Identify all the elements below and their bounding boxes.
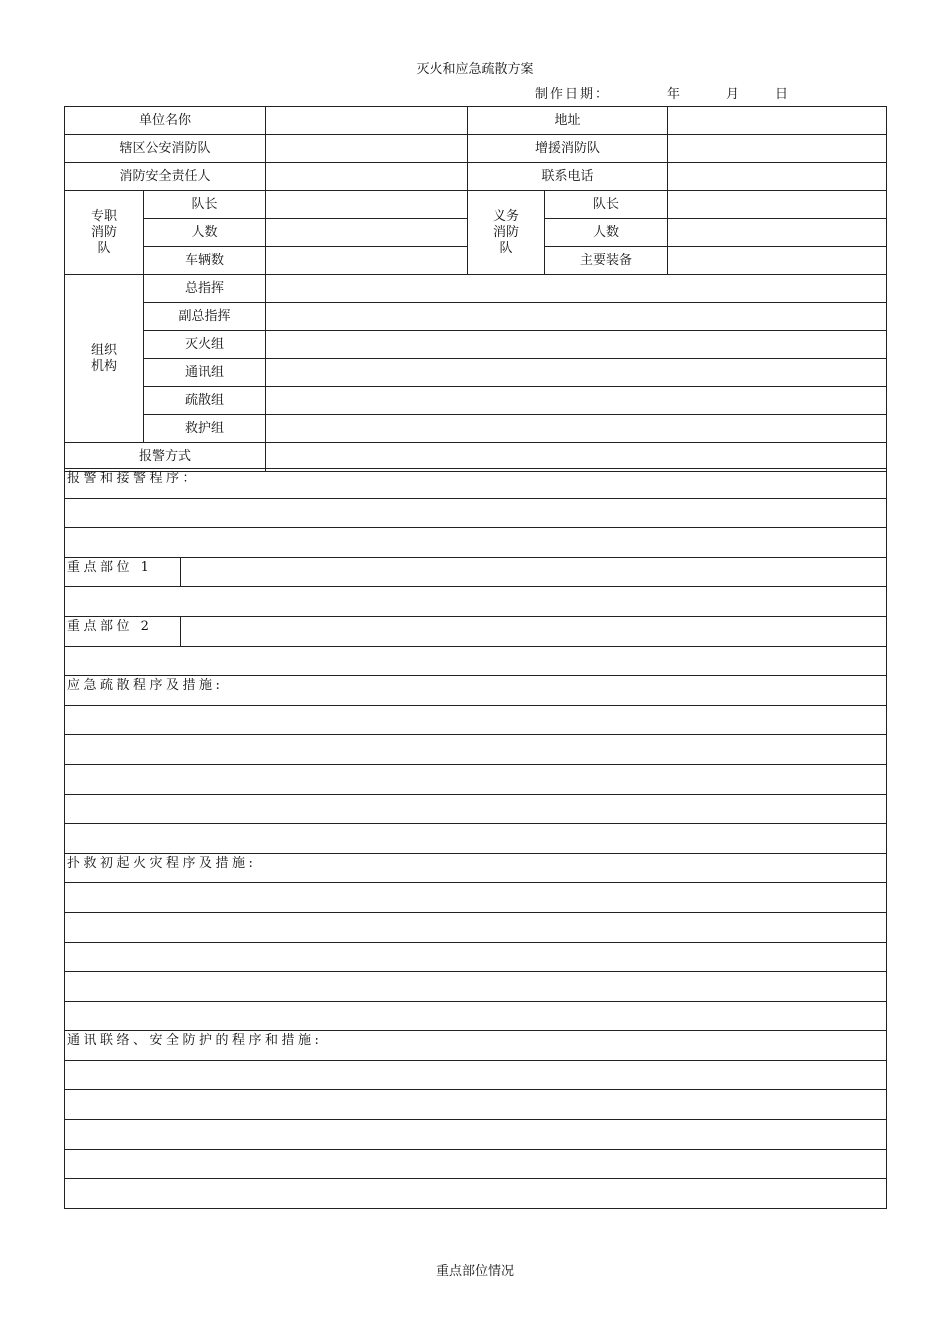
table-row <box>65 135 887 163</box>
firefighting-line[interactable] <box>65 883 887 913</box>
key-area-2-field[interactable] <box>181 616 887 646</box>
evacuation-line[interactable] <box>65 764 887 794</box>
vol-headcount-field[interactable] <box>668 219 887 247</box>
document-title: 灭火和应急疏散方案 <box>416 62 534 77</box>
fire-group-field[interactable] <box>266 331 887 359</box>
communication-line[interactable] <box>65 1090 887 1120</box>
pro-team-label-line: 专职 <box>90 208 117 224</box>
fire-group-label: 灭火组 <box>144 331 266 359</box>
table-row <box>65 1060 887 1090</box>
org-label <box>65 275 144 443</box>
table-row <box>65 498 887 528</box>
table-row <box>65 163 887 191</box>
pro-team-label-line: 队 <box>97 240 111 256</box>
table-row <box>65 1179 887 1209</box>
table-row <box>65 303 887 331</box>
evac-group-label: 疏散组 <box>144 387 266 415</box>
pro-team-label <box>65 191 144 275</box>
date-label: 制作日期： <box>535 87 611 102</box>
firefighting-line[interactable] <box>65 1001 887 1031</box>
support-team-field[interactable] <box>668 135 887 163</box>
footer-section-title: 重点部位情况 <box>435 1264 514 1279</box>
vol-team-label <box>468 191 545 275</box>
district-team-field[interactable] <box>266 135 468 163</box>
procedures-table <box>64 468 887 1209</box>
org-label-line: 机构 <box>90 358 117 374</box>
vol-team-label-line: 义务 <box>493 208 520 224</box>
comm-group-field[interactable] <box>266 359 887 387</box>
key-area-1-line[interactable] <box>65 587 887 617</box>
table-row <box>65 735 887 765</box>
address-label: 地址 <box>468 107 668 135</box>
org-label-line: 组织 <box>90 342 117 358</box>
date-year-label: 年 <box>667 87 683 102</box>
alarm-procedure-line[interactable] <box>65 498 887 528</box>
date-month-label: 月 <box>726 87 742 102</box>
table-row <box>65 1031 887 1061</box>
communication-line[interactable] <box>65 1179 887 1209</box>
vol-team-label-line: 队 <box>499 240 513 256</box>
communication-heading: 通讯联络、安全防护的程序和措施: <box>65 1031 887 1061</box>
unit-name-field[interactable] <box>266 107 468 135</box>
evacuation-heading: 应急疏散程序及措施: <box>65 676 887 706</box>
table-row <box>65 359 887 387</box>
key-area-1-label: 重点部位 1 <box>65 557 181 587</box>
firefighting-line[interactable] <box>65 942 887 972</box>
table-row <box>65 1149 887 1179</box>
evacuation-line[interactable] <box>65 705 887 735</box>
safety-officer-label: 消防安全责任人 <box>65 163 266 191</box>
pro-headcount-field[interactable] <box>266 219 468 247</box>
safety-officer-field[interactable] <box>266 163 468 191</box>
table-row <box>65 191 887 219</box>
rescue-group-field[interactable] <box>266 415 887 443</box>
vehicles-label: 车辆数 <box>144 247 266 275</box>
table-row <box>65 764 887 794</box>
table-row <box>65 275 887 303</box>
communication-line[interactable] <box>65 1060 887 1090</box>
evacuation-line[interactable] <box>65 735 887 765</box>
vehicles-field[interactable] <box>266 247 468 275</box>
alarm-method-label: 报警方式 <box>65 443 266 472</box>
date-day-label: 日 <box>775 87 791 102</box>
table-row <box>65 942 887 972</box>
table-row <box>65 387 887 415</box>
pro-team-label-line: 消防 <box>90 224 117 240</box>
communication-line[interactable] <box>65 1120 887 1150</box>
evacuation-line[interactable] <box>65 824 887 854</box>
equipment-label: 主要装备 <box>545 247 668 275</box>
commander-field[interactable] <box>266 275 887 303</box>
table-row <box>65 107 887 135</box>
key-area-1-field[interactable] <box>181 557 887 587</box>
firefighting-line[interactable] <box>65 912 887 942</box>
unit-name-label: 单位名你 <box>65 107 266 135</box>
pro-captain-label: 队长 <box>144 191 266 219</box>
alarm-procedure-line[interactable] <box>65 528 887 558</box>
basic-info-table <box>64 106 887 472</box>
vol-headcount-label: 人数 <box>545 219 668 247</box>
table-row <box>65 883 887 913</box>
vol-team-label-line: 消防 <box>493 224 520 240</box>
communication-line[interactable] <box>65 1149 887 1179</box>
pro-captain-field[interactable] <box>266 191 468 219</box>
evac-group-field[interactable] <box>266 387 887 415</box>
rescue-group-label: 救护组 <box>144 415 266 443</box>
deputy-label: 副总指挥 <box>144 303 266 331</box>
table-row <box>65 331 887 359</box>
table-row <box>65 824 887 854</box>
address-field[interactable] <box>668 107 887 135</box>
vol-captain-label: 队长 <box>545 191 668 219</box>
comm-group-label: 通讯组 <box>144 359 266 387</box>
phone-field[interactable] <box>668 163 887 191</box>
table-row <box>65 705 887 735</box>
phone-label: 联系电话 <box>468 163 668 191</box>
pro-headcount-label: 人数 <box>144 219 266 247</box>
evacuation-line[interactable] <box>65 794 887 824</box>
table-row <box>65 587 887 617</box>
table-row <box>65 1090 887 1120</box>
support-team-label: 增援消防队 <box>468 135 668 163</box>
table-row <box>65 676 887 706</box>
table-row <box>65 469 887 499</box>
vol-captain-field[interactable] <box>668 191 887 219</box>
firefighting-line[interactable] <box>65 972 887 1002</box>
table-row <box>65 972 887 1002</box>
table-row <box>65 853 887 883</box>
district-team-label: 辖区公安消防队 <box>65 135 266 163</box>
table-row <box>65 1120 887 1150</box>
table-row <box>65 415 887 443</box>
firefighting-heading: 扑救初起火灾程序及措施: <box>65 853 887 883</box>
table-row <box>65 1001 887 1031</box>
table-row <box>65 616 887 646</box>
table-row <box>65 646 887 676</box>
table-row <box>65 794 887 824</box>
equipment-field[interactable] <box>668 247 887 275</box>
deputy-field[interactable] <box>266 303 887 331</box>
key-area-2-line[interactable] <box>65 646 887 676</box>
table-row <box>65 912 887 942</box>
alarm-procedure-heading: 报警和接警程序： <box>65 469 887 499</box>
table-row <box>65 557 887 587</box>
commander-label: 总指挥 <box>144 275 266 303</box>
key-area-2-label: 重点部位 2 <box>65 616 181 646</box>
table-row <box>65 528 887 558</box>
